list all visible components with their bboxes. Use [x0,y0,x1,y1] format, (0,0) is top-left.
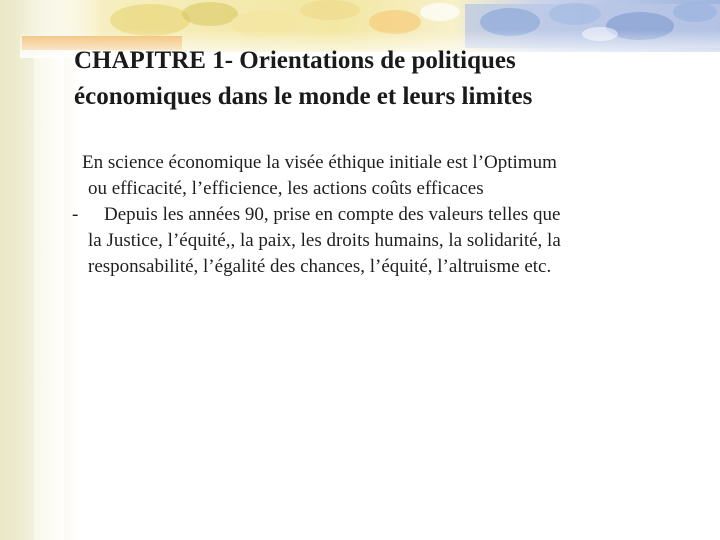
paragraph1-line1: En science économique la visée éthique initiale est l’Optimum [82,152,557,173]
left-band-highlight [34,55,64,540]
slide-body [68,150,698,280]
paragraph2-line1 [68,202,698,228]
paragraph1-line2: ou efficacité, l’efficience, les actions coûts efficaces [88,178,484,199]
bullet-dash: - [72,204,79,225]
slide-title-line1: CHAPITRE 1- Orientations de politiques [74,47,516,74]
paragraph2-line1-text: Depuis les années 90, prise en compte des valeurs telles que [104,204,561,225]
paragraph2-line3: responsabilité, l’égalité des chances, l’équité, l’altruisme etc. [88,256,552,277]
slide-title [74,43,694,115]
slide-title-line2: économiques dans le monde et leurs limites [74,83,533,110]
paragraph2-line2: la Justice, l’équité,, la paix, les droits humains, la solidarité, la [88,230,561,251]
